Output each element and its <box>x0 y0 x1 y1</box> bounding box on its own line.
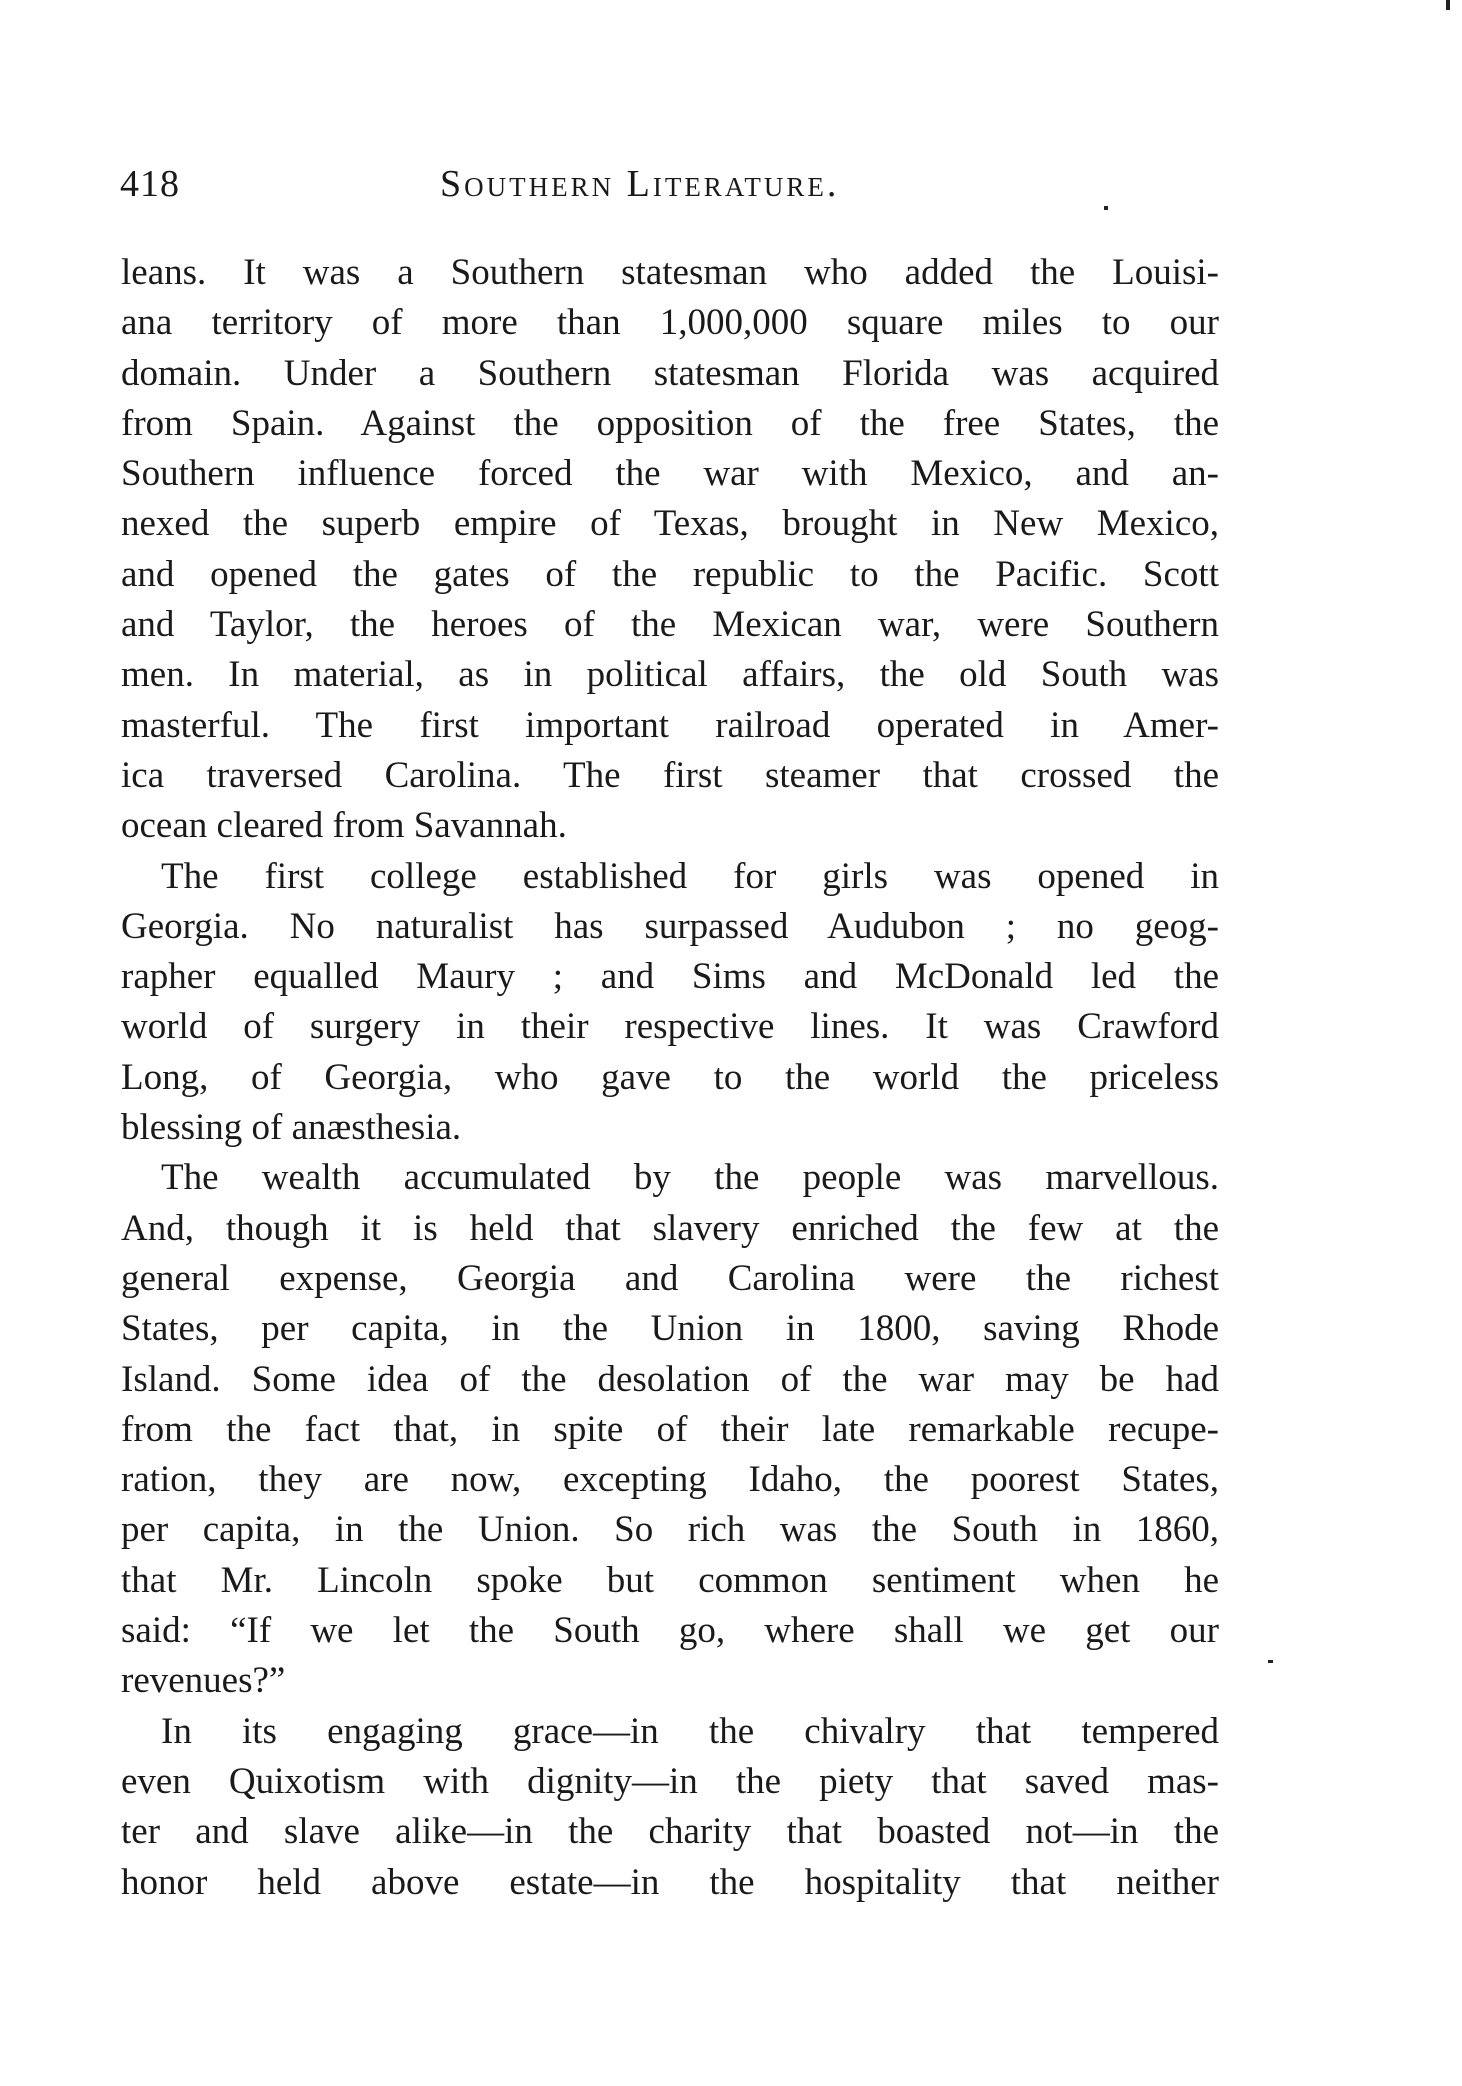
text-line: In its engaging grace—in the chivalry that tempered <box>161 1710 1219 1752</box>
text-line: from the fact that, in spite of their late remarkable recupe- <box>121 1408 1219 1450</box>
text-line: from Spain. Against the opposition of the free States, the <box>121 402 1219 444</box>
text-line: States, per capita, in the Union in 1800, saving Rhode <box>121 1308 1219 1350</box>
text-line: Georgia. No naturalist has surpassed Audubon ; no geog- <box>121 905 1219 947</box>
text-line: world of surgery in their respective lines. It was Crawford <box>121 1006 1219 1048</box>
running-head: Southern Literature. <box>440 163 840 205</box>
text-line: even Quixotism with dignity—in the piety that saved mas- <box>121 1760 1219 1802</box>
page-header <box>120 162 1220 222</box>
text-line: And, though it is held that slavery enriched the few at the <box>121 1207 1219 1249</box>
text-line: domain. Under a Southern statesman Florida was acquired <box>121 352 1219 394</box>
page-number: 418 <box>120 163 180 205</box>
print-mark <box>1104 206 1108 210</box>
text-line: men. In material, as in political affairs, the old South was <box>121 654 1219 696</box>
text-line: blessing of anæsthesia. <box>121 1107 462 1149</box>
text-line: and opened the gates of the republic to the Pacific. Scott <box>121 553 1219 595</box>
text-line: per capita, in the Union. So rich was the South in 1860, <box>121 1509 1219 1551</box>
text-line: ration, they are now, excepting Idaho, the poorest States, <box>121 1459 1219 1501</box>
text-line: rapher equalled Maury ; and Sims and McDonald led the <box>121 956 1219 998</box>
text-line: Southern influence forced the war with Mexico, and an- <box>121 453 1219 495</box>
text-line: said: “If we let the South go, where shall we get our <box>121 1610 1219 1652</box>
text-line: The first college established for girls was opened in <box>161 855 1219 897</box>
text-line: ocean cleared from Savannah. <box>121 805 567 847</box>
text-line: and Taylor, the heroes of the Mexican war, were Southern <box>121 604 1219 646</box>
text-line: that Mr. Lincoln spoke but common sentiment when he <box>121 1559 1219 1601</box>
text-line: Island. Some idea of the desolation of the war may be had <box>121 1358 1219 1400</box>
print-mark <box>1268 1660 1273 1663</box>
text-line: revenues?” <box>121 1660 286 1702</box>
text-line: honor held above estate—in the hospitality that neither <box>121 1861 1219 1903</box>
text-line: ana territory of more than 1,000,000 square miles to our <box>121 302 1219 344</box>
text-line: The wealth accumulated by the people was marvellous. <box>161 1157 1219 1199</box>
body-text <box>121 248 1219 1908</box>
text-line: general expense, Georgia and Carolina were the richest <box>121 1257 1219 1299</box>
text-line: leans. It was a Southern statesman who added the Louisi- <box>121 252 1219 293</box>
print-mark <box>1446 0 1450 10</box>
text-line: Long, of Georgia, who gave to the world the priceless <box>121 1056 1219 1098</box>
text-line: ica traversed Carolina. The first steamer that crossed the <box>121 754 1219 796</box>
text-line: nexed the superb empire of Texas, brought in New Mexico, <box>121 503 1219 545</box>
text-line: masterful. The first important railroad operated in Amer- <box>121 704 1219 746</box>
text-line: ter and slave alike—in the charity that boasted not—in the <box>121 1811 1219 1853</box>
